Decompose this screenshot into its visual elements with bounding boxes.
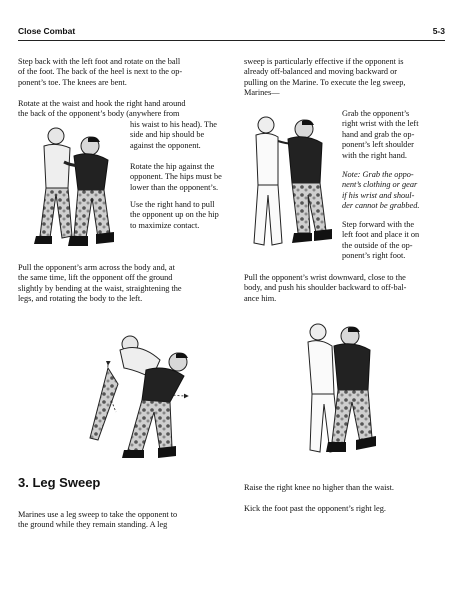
text-line: Rotate at the waist and hook the right hand around	[18, 99, 186, 108]
text-line: der cannot be grabbed.	[342, 201, 420, 211]
text-line: his waist to his head). The	[130, 120, 217, 129]
text-line: side and hip should be	[130, 130, 205, 140]
text-line: right wrist with the left	[342, 119, 419, 129]
text-line: Step forward with the	[342, 220, 415, 229]
text-line: if his wrist and shoul-	[342, 190, 415, 200]
text-line: Rotate the hip against the	[130, 162, 215, 171]
left-para-5	[18, 263, 233, 305]
left-para-2	[18, 99, 233, 120]
text-line: pulling on the Marine. To execute the leg sweep,	[244, 77, 406, 87]
text-line: nent’s clothing or gear	[342, 180, 418, 190]
text-line: with the right hand.	[342, 150, 407, 160]
text-line: Use the right hand to pull	[130, 200, 215, 209]
text-line: the same time, lift the opponent off the ground	[18, 273, 173, 283]
text-line: body, and push his shoulder backward to off-bal-	[244, 283, 407, 293]
section-heading: 3. Leg Sweep	[18, 475, 101, 490]
right-para-1	[244, 57, 449, 99]
text-line: the opponent up on the hip	[130, 210, 219, 220]
leg-sweep-grab-illustration	[244, 105, 339, 255]
left-para-1	[18, 57, 233, 88]
text-line: opponent. The hips must be	[130, 172, 222, 182]
running-title: Close Combat	[18, 26, 76, 36]
leg-sweep-step-illustration	[296, 318, 396, 466]
right-note	[342, 170, 447, 212]
left-para-4	[130, 200, 240, 231]
text-line: legs, and rotating the body to the left.	[18, 294, 143, 304]
text-line: left foot and place it on	[342, 230, 420, 240]
text-line: Note: Grab the oppo-	[342, 170, 414, 179]
text-line: sweep is particularly effective if the opponent is	[244, 57, 404, 66]
right-para-5	[244, 483, 449, 493]
text-line: Marines—	[244, 88, 280, 98]
right-para-3	[342, 220, 447, 262]
text-line: ponent’s left shoulder	[342, 140, 414, 150]
text-line: Kick the foot past the opponent’s right leg.	[244, 504, 386, 513]
text-line: Raise the right knee no higher than the waist.	[244, 483, 394, 492]
text-line: against the opponent.	[130, 140, 201, 150]
text-line: of the foot. The back of the heel is next to the op-	[18, 67, 183, 77]
text-line: hand and grab the op-	[342, 129, 415, 139]
left-para-3	[130, 162, 240, 193]
text-line: Pull the opponent’s arm across the body and, at	[18, 263, 175, 272]
text-line: the outside of the op-	[342, 240, 413, 250]
text-line: ance him.	[244, 293, 277, 303]
text-line: Pull the opponent’s wrist downward, close to the	[244, 273, 406, 282]
text-line: ponent’s toe. The knees are bent.	[18, 77, 127, 87]
right-para-2	[342, 109, 447, 161]
text-line: to maximize contact.	[130, 220, 200, 230]
header-rule	[18, 40, 445, 41]
left-para-2-cont	[130, 120, 235, 151]
text-line: Grab the opponent’s	[342, 109, 410, 118]
page-number: 5-3	[432, 26, 445, 36]
text-line: Marines use a leg sweep to take the opponent to	[18, 510, 178, 519]
right-para-4	[244, 273, 449, 304]
text-line: already off-balanced and moving backward or	[244, 67, 398, 77]
text-line: the back of the opponent’s body (anywhere from	[18, 109, 180, 119]
page-header	[18, 26, 445, 38]
text-line: slightly by bending at the waist, straightening the	[18, 283, 182, 293]
text-line: ponent’s right foot.	[342, 251, 406, 261]
right-para-6	[244, 504, 449, 514]
text-line: the ground while they remain standing. A leg	[18, 520, 168, 530]
left-para-6	[18, 510, 233, 531]
hip-throw-rotate-illustration	[18, 118, 128, 258]
hip-throw-lift-illustration	[70, 320, 210, 465]
text-line: Step back with the left foot and rotate on the ball	[18, 57, 181, 66]
text-line: lower than the opponent’s.	[130, 182, 219, 192]
